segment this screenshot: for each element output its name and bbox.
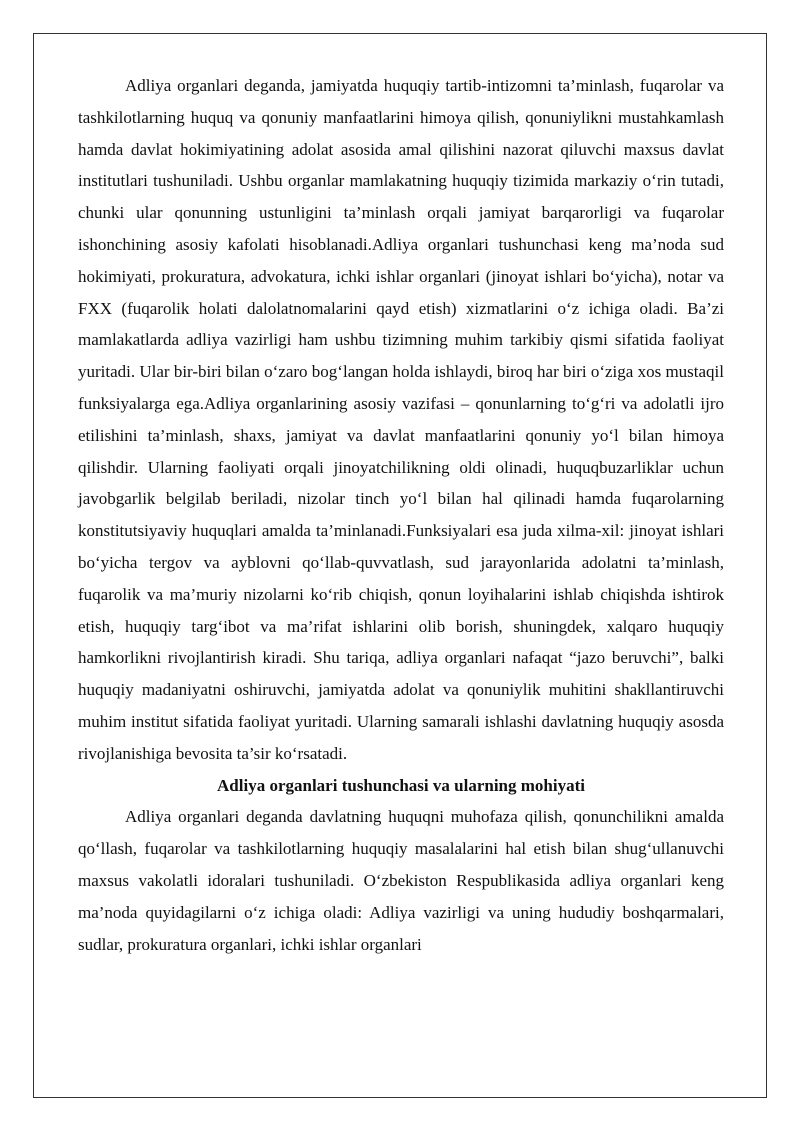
document-body [78, 70, 724, 960]
body-paragraph: Adliya organlari deganda davlatning huquqni muhofaza qilish, qonunchilikni amalda qo‘llash, fuqarolar va tashkilotlarning huquqiy masalalarini hal etish bilan shug‘ullanuvchi maxsus vakolatli idoralari tushuniladi. O‘zbekiston Respublikasida adliya organlari keng ma’noda quyidagilarni o‘z ichiga oladi: Adliya vazirligi va uning hududiy boshqarmalari, sudlar, prokuratura organlari, ichki ishlar organlari [78, 807, 724, 954]
section-heading: Adliya organlari tushunchasi va ularning mohiyati [217, 775, 585, 795]
intro-paragraph: Adliya organlari deganda, jamiyatda huquqiy tartib-intizomni ta’minlash, fuqarolar va tashkilotlarning huquq va qonuniy manfaatlarini himoya qilish, qonuniylikni mustahkamlash hamda davlat hokimiyatining adolat asosida amal qilishini nazorat qiluvchi maxsus davlat institutlari tushuniladi. Ushbu organlar mamlakatning huquqiy tizimida markaziy o‘rin tutadi, chunki ular qonunning ustunligini ta’minlash orqali jamiyat barqarorligi va fuqarolar ishonchining asosiy kafolati hisoblanadi.Adliya organlari tushunchasi keng ma’noda sud hokimiyati, prokuratura, advokatura, ichki ishlar organlari (jinoyat ishlari bo‘yicha), notar va FXX (fuqarolik holati dalolatnomalarini qayd etish) xizmatlarini o‘z ichiga oladi. Ba’zi mamlakatlarda adliya vazirligi ham ushbu tizimning muhim tarkibiy qismi sifatida faoliyat yuritadi. Ular bir-biri bilan o‘zaro bog‘langan holda ishlaydi, biroq har biri o‘ziga xos mustaqil funksiyalarga ega.Adliya organlarining asosiy vazifasi – qonunlarning to‘g‘ri va adolatli ijro etilishini ta’minlash, shaxs, jamiyat va davlat manfaatlarini qonuniy yo‘l bilan himoya qilishdir. Ularning faoliyati orqali jinoyatchilikning oldi olinadi, huquqbuzarliklar uchun javobgarlik belgilab beriladi, nizolar tinch yo‘l bilan hal qilinadi hamda fuqarolarning konstitutsiyaviy huquqlari amalda ta’minlanadi.Funksiyalari esa juda xilma-xil: jinoyat ishlari bo‘yicha tergov va ayblovni qo‘llab-quvvatlash, sud jarayonlarida adolatni ta’minlash, fuqarolik va ma’muriy nizolarni ko‘rib chiqish, qonun loyihalarini ishlab chiqishda ishtirok etish, huquqiy targ‘ibot va ma’rifat ishlarini olib borish, shuningdek, xalqaro huquqiy hamkorlikni rivojlantirish kiradi. Shu tariqa, adliya organlari nafaqat “jazo beruvchi”, balki huquqiy madaniyatni oshiruvchi, jamiyatda adolat va qonuniylik muhitini shakllantiruvchi muhim institut sifatida faoliyat yuritadi. Ularning samarali ishlashi davlatning huquqiy asosda rivojlanishiga bevosita ta’sir ko‘rsatadi. [78, 76, 724, 763]
